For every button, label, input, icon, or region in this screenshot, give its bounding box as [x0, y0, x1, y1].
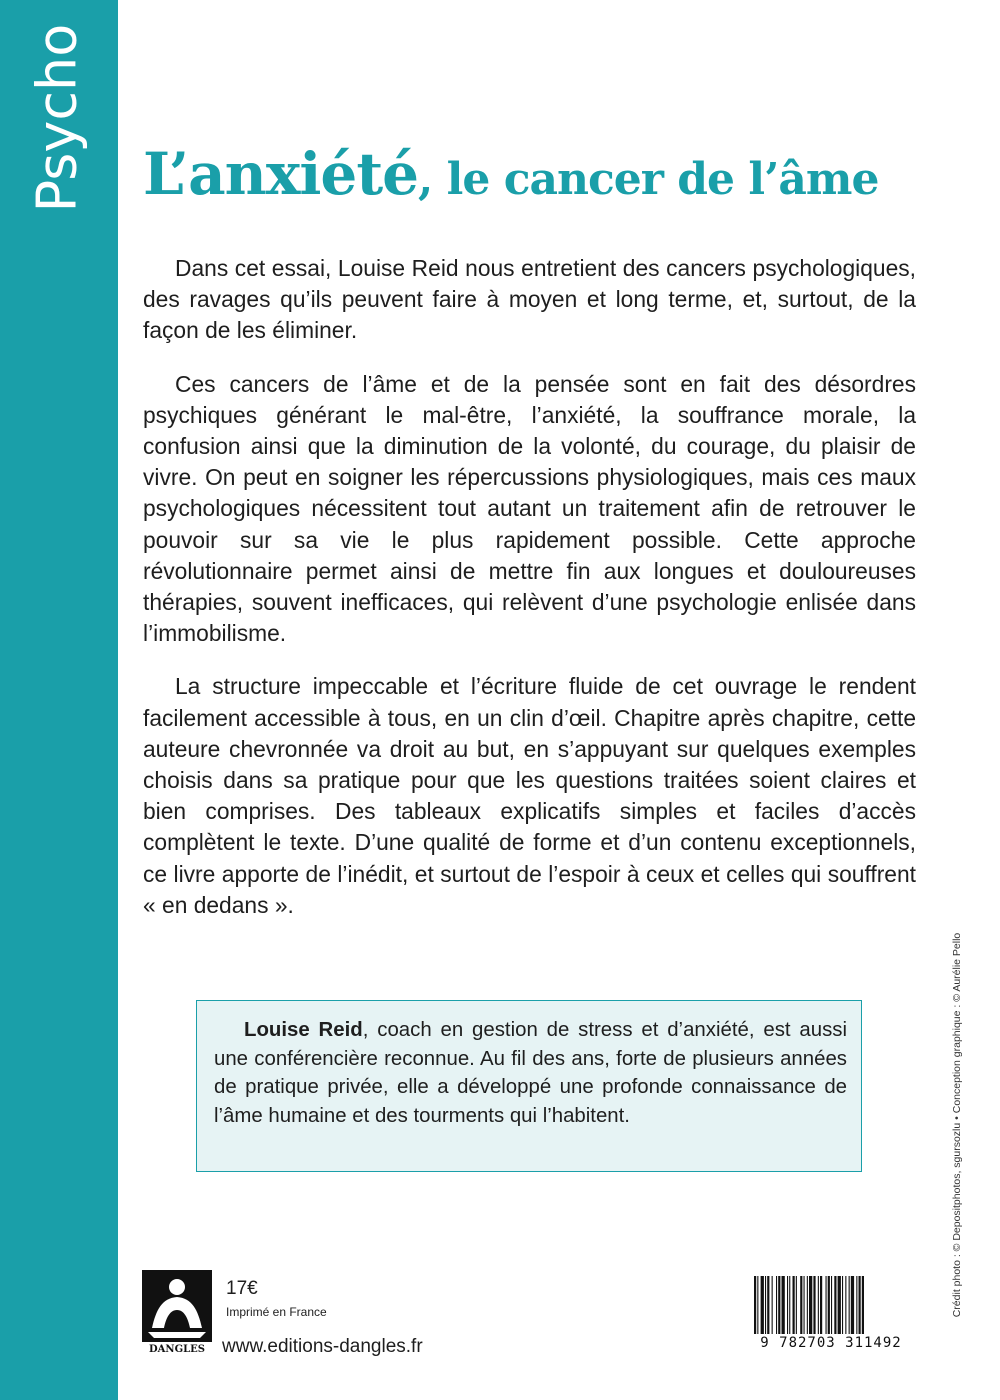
title-sub: , le cancer de l’âme — [418, 154, 879, 205]
sidebar-band — [0, 0, 118, 1400]
photo-credit: Crédit photo : © Depositphotos, sgursozlu • Conception graphique : © Aurélie Pello — [951, 932, 963, 1318]
printed-in: Imprimé en France — [226, 1305, 327, 1319]
title-main: L’anxiété — [143, 140, 419, 208]
blurb — [143, 253, 916, 943]
publisher-website: www.editions-dangles.fr — [222, 1336, 423, 1357]
blurb-paragraph-2: Ces cancers de l’âme et de la pensée sont en fait des désordres psychiques générant le mal-être, l’anxiété, la souffrance morale, la confusion ainsi que la diminution de la volonté, du courage, du plaisir de vivre. On peut en soigner les répercussions physiologiques, mais ces maux psychologiques nécessitent tout autant un traitement afin de retrouver le pouvoir sur sa vie le plus rapidement possible. Cette approche révolutionnaire permet ainsi de mettre fin aux longues et douloureuses thérapies, souvent inefficaces, qui relèvent d’une psychologie enlisée dans l’immobilisme. — [143, 370, 916, 647]
category-label: Psycho — [25, 23, 89, 213]
dangles-logo — [142, 1270, 212, 1354]
blurb-paragraph-3: La structure impeccable et l’écriture fluide de cet ouvrage le rendent facilement accessible à tous, en un clin d’œil. Chapitre après chapitre, cette auteure chevronnée va droit au but, en s’appuyant sur quelques exemples choisis dans sa pratique pour que les questions traitées soient claires et bien comprises. Des tableaux explicatifs simples et faciles d’accès complètent le texte. D’une qualité de forme et d’un contenu exceptionnels, ce livre apporte de l’inédit, et surtout de l’espoir à ceux et celles qui souffrent « en dedans ». — [143, 673, 916, 918]
blurb-paragraph-1: Dans cet essai, Louise Reid nous entretient des cancers psychologiques, des ravages qu’ils peuvent faire à moyen et long terme, et, surtout, de la façon de les éliminer. — [143, 255, 916, 344]
book-title — [143, 140, 983, 208]
author-bio-text: , coach en gestion de stress et d’anxiété, est aussi une conférencière reconnue. Au fil des ans, forte de plusieurs années de pratique privée, elle a développé une profonde connaissance de l’âme humaine et des tourments qui l’habitent. — [214, 1019, 847, 1127]
author-bio — [214, 1016, 847, 1130]
isbn-number: 9 782703 311492 — [760, 1335, 902, 1351]
logo-text: DANGLES — [149, 1344, 205, 1354]
author-bio-box — [196, 1000, 862, 1172]
price: 17€ — [226, 1278, 258, 1299]
author-name: Louise Reid — [244, 1019, 363, 1041]
